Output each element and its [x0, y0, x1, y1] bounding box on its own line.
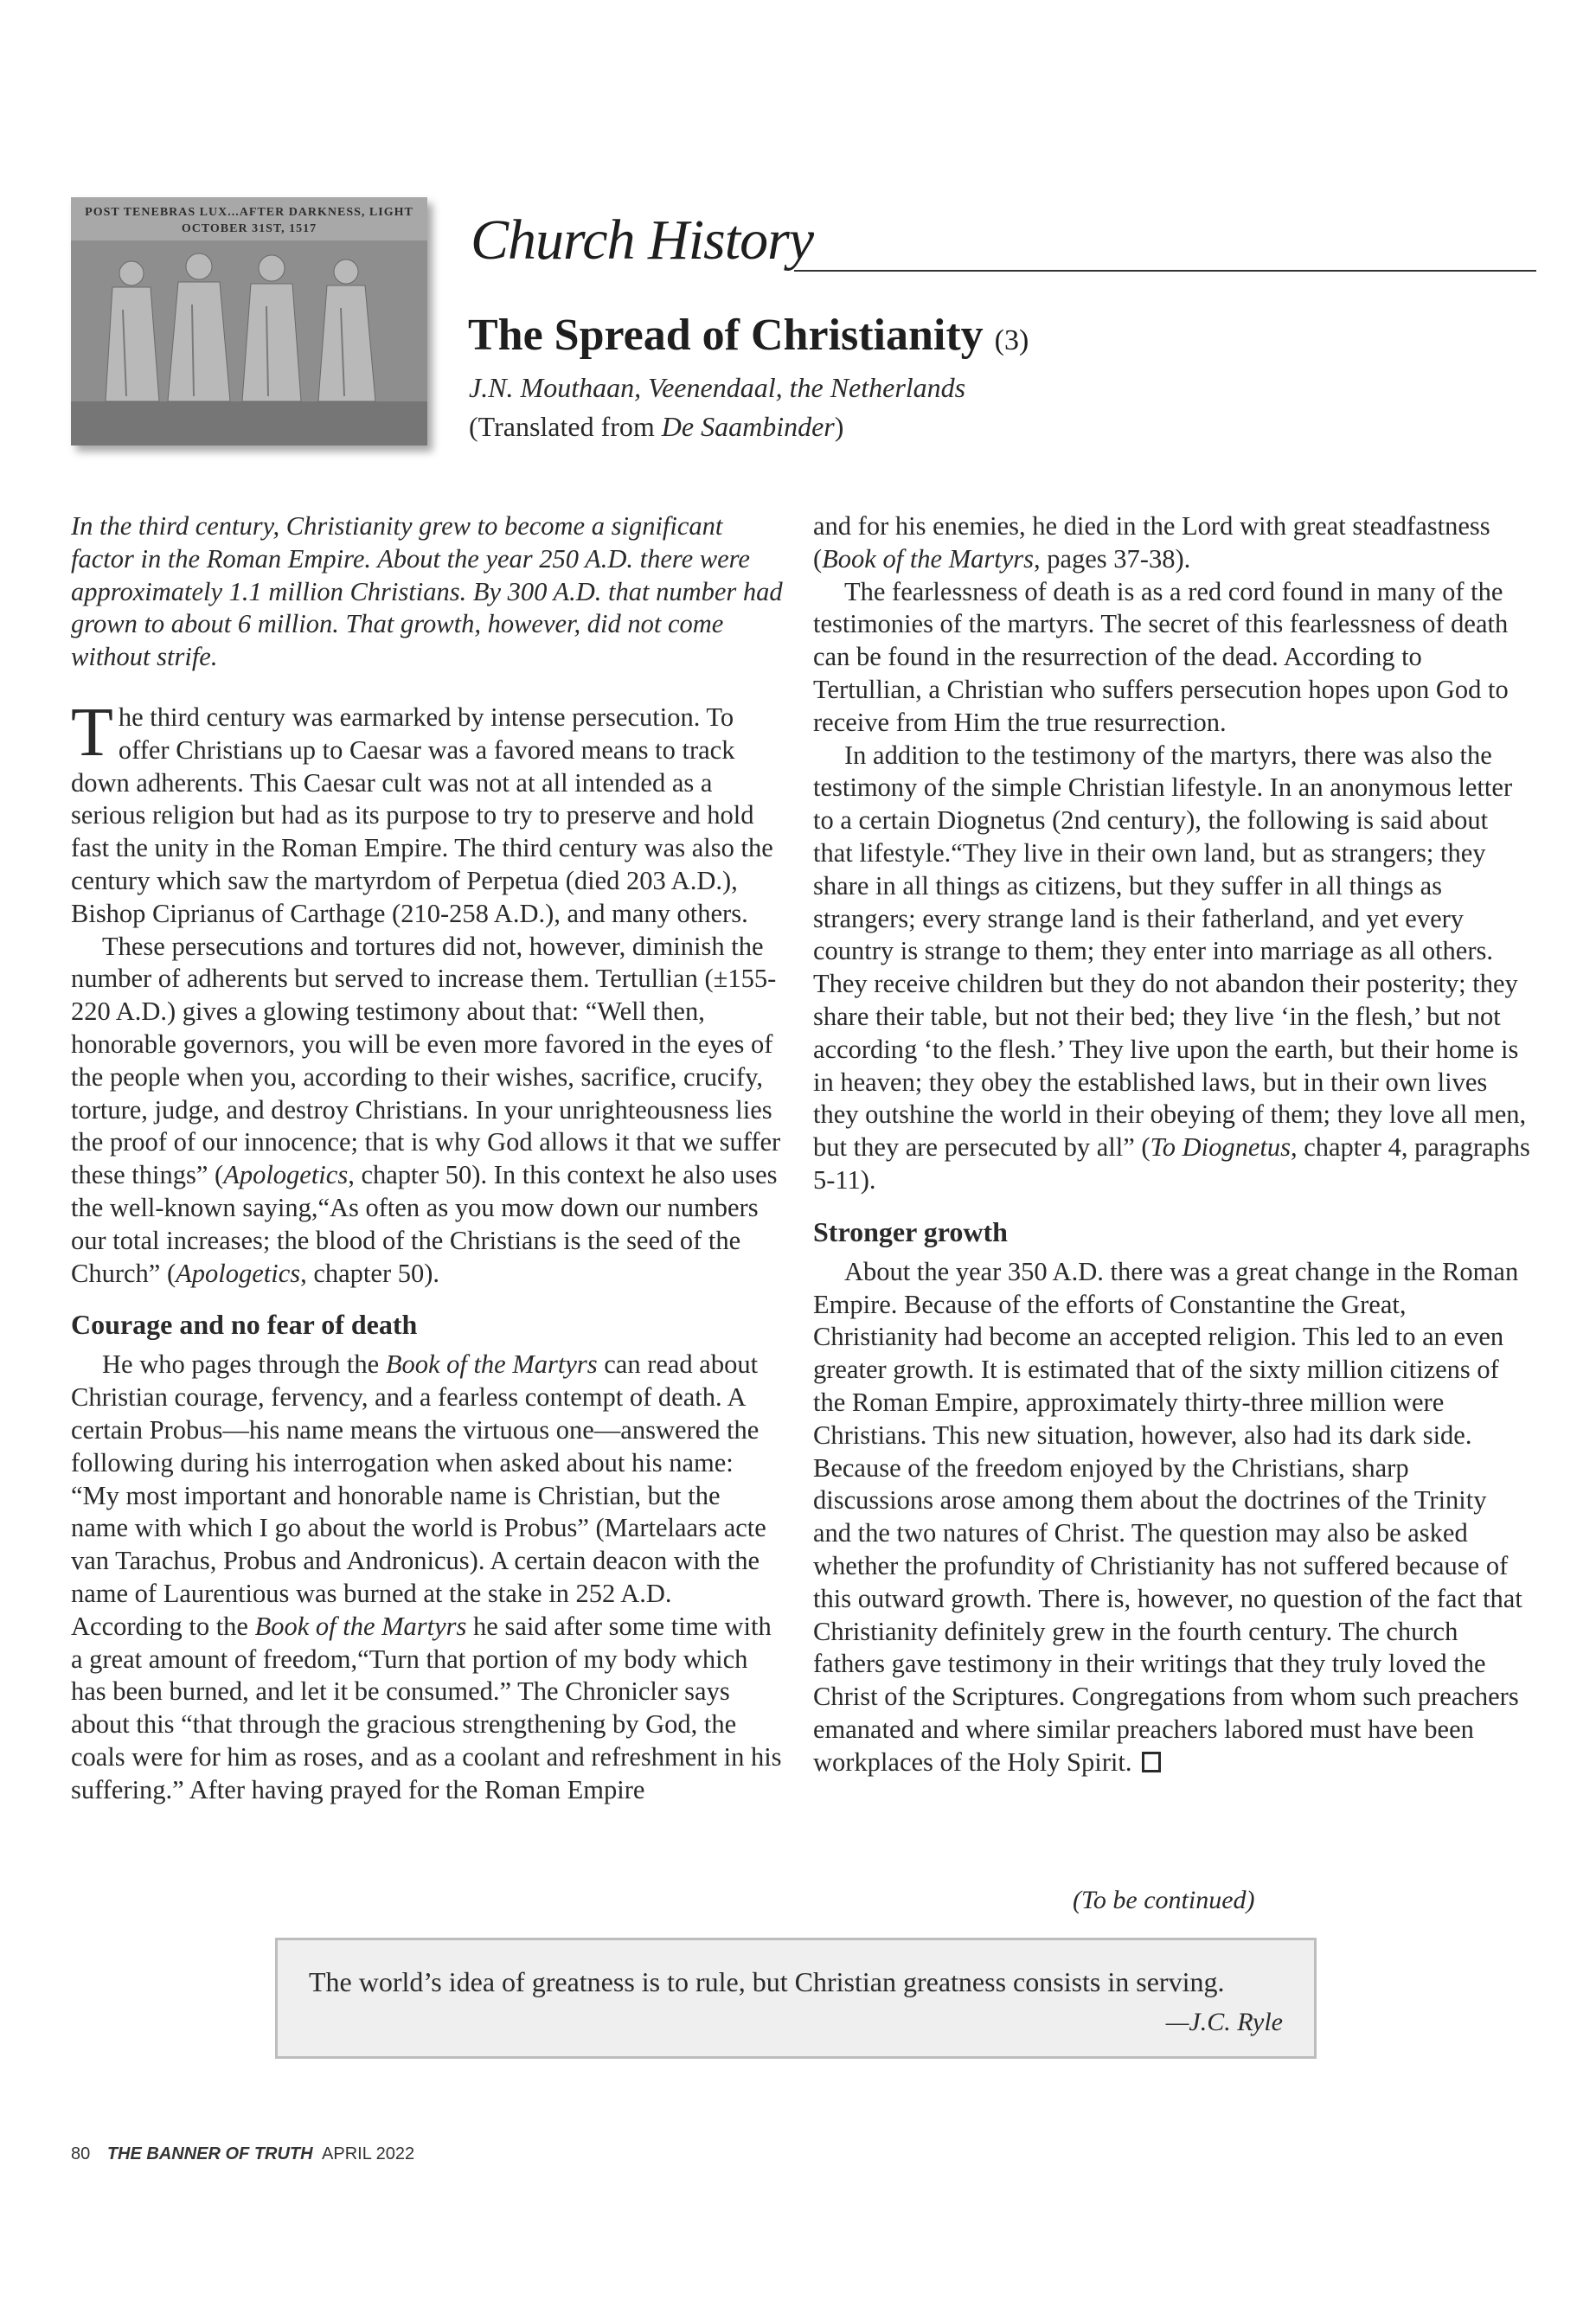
page-number: 80 [71, 2144, 91, 2163]
author-byline: J.N. Mouthaan, Veenendaal, the Netherlands [469, 372, 966, 403]
article-title [468, 307, 1029, 369]
left-column [71, 510, 784, 1806]
heading-stronger-growth: Stronger growth [813, 1215, 1008, 1247]
paragraph-growth [813, 1256, 1531, 1779]
paragraph-text: These persecutions and tortures did not, however, diminish the number of adherents but served to increase them. Tertullian (±155-220 A.D.) gives a glowing testimony about that: “Well then, honorable governors, you will be even more favored in the eyes of the people when you, according to their wishes, sacrifice, crucify, torture, judge, and destroy Christians. In your unrighteousness lies the proof of our innocence; that is why God allows it that we suffer these things” ( [71, 931, 781, 1190]
translation-prefix: (Translated from [469, 411, 662, 442]
to-be-continued: (To be continued) [1073, 1886, 1255, 1914]
paragraph-text: , chapter 50). [300, 1258, 440, 1288]
paragraph-fearlessness: The fearlessness of death is as a red cord found in many of the testimonies of the martyrs. The secret of this fearlessness of death can be found in the resurrection of the dead. According to Tertullian, a Christian who suffers persecution hopes upon God to receive from Him the true resurrection. [813, 576, 1509, 737]
section-title: Church History [471, 208, 814, 272]
issue-date: APRIL 2022 [322, 2144, 415, 2163]
paragraph-text: he third century was earmarked by intense persecution. To offer Christians up to Caesar was a favored means to track down adherents. This Caesar cult was not at all intended as a serious religion but had as its purpose to try to preserve and hold fast the unity in the Roman Empire. The third century was also the century which saw the martyrdom of Perpetua (died 203 A.D.), Bishop Ciprianus of Carthage (210-258 A.D.), and many others. [71, 702, 773, 928]
end-mark-icon [1142, 1752, 1161, 1772]
article-intro: In the third century, Christianity grew to become a significant factor in the Roman Empire. About the year 250 A.D. there were approximately 1.1 million Christians. By 300 A.D. that number had grown to about 6 million. That growth, however, did not come without strife. [71, 511, 783, 672]
article-title-text: The Spread of Christianity [468, 311, 984, 360]
citation: Book of the Martyrs [822, 543, 1034, 574]
reformation-wall-photo [71, 197, 427, 445]
paragraph-text: he said after some time with a great amount of freedom,“Turn that portion of my body which has been burned, and let it be consumed.” The Chronicler says about this “that through the gracious strengthening by God, the coals were for him as roses, and as a coolant and refreshment in his suffering.” After having prayed for the Roman Empire [71, 1611, 782, 1804]
right-column [813, 510, 1531, 1779]
paragraph-text: He who pages through the [102, 1349, 386, 1380]
paragraph-text: and for his enemies, he died in the Lord with great steadfastness ( [813, 511, 1490, 574]
publication-name: THE BANNER OF TRUTH [106, 2144, 313, 2163]
drop-cap: T [71, 694, 113, 771]
paragraph-martyrs [71, 1349, 784, 1806]
photo-inscription: POST TENEBRAS LUX...AFTER DARKNESS, LIGHT OCTOBER 31ST, 1517 [85, 206, 413, 235]
translation-suffix: ) [834, 411, 844, 442]
paragraph-text: , chapter 50). In this context he also uses the well-known saying,“As often as you mow down our numbers our total increases; the blood of the Christians is the seed of the Church” ( [71, 1160, 778, 1288]
page-footer [71, 2144, 414, 2164]
paragraph-text: can read about Christian courage, fervency, and a fearless contempt of death. A certain Probus—his name means the virtuous one—answered the following during his interrogation when asked about his name: “My most important and honorable name is Christian, but the name with which I go about the world is Probus” (Martelaars acte van Tarachus, Probus and Andronicus). A certain deacon with the name of Laurentious was burned at the stake in 252 A.D. According to the [71, 1349, 766, 1641]
citation: Book of the Martyrs [254, 1611, 467, 1641]
citation: To Diognetus [1150, 1132, 1291, 1163]
citation: Apologetics [176, 1258, 301, 1288]
paragraph-text: About the year 350 A.D. there was a great change in the Roman Empire. Because of the efforts of Constantine the Great, Christianity had become an accepted religion. This led to an even greater growth. It is estimated that of the sixty million citizens of the Roman Empire, approximately thirty-three million were Christians. This new situation, however, also had its dark side. Because of the freedom enjoyed by the Christians, sharp discussions arose among them about the doctrines of the Trinity and the two natures of Christ. The question may also be asked whether the profundity of Christianity has not suffered because of this outward growth. There is, however, no question of the fact that Christianity definitely grew in the fourth century. The church fathers gave testimony in their writings that they truly loved the Christ of the Scriptures. Congregations from whom such preachers emanated and where similar preachers labored must have been workplaces of the Holy Spirit. [813, 1256, 1522, 1777]
paragraph-tertullian [71, 931, 784, 1291]
paragraph-persecution [71, 694, 784, 931]
paragraph-text: , chapter 4, paragraphs 5-11). [813, 1132, 1530, 1195]
translation-note [469, 409, 843, 444]
paragraph-text: In addition to the testimony of the martyrs, there was also the testimony of the simple Christian lifestyle. In an anonymous letter to a certain Diognetus (2nd century), the following is said about that lifestyle.“They live in their own land, but as strangers; they share in all things as citizens, but they suffer in all things as strangers; every strange land is their fatherland, and yet every country is strange to them; they enter into marriage as all others. They receive children but they do not abandon their posterity; they share their table, but not their bed; they live ‘in the flesh,’ but not according ‘to the flesh.’ They live upon the earth, but their home is in heaven; they obey the established laws, but in their own lives they outshine the world in their obeying of them; they love all men, but they are persecuted by all” ( [813, 740, 1527, 1163]
paragraph-continuation [813, 510, 1531, 576]
citation: Book of the Martyrs [385, 1349, 598, 1380]
translation-source: De Saambinder [661, 411, 835, 442]
paragraph-text: , pages 37-38). [1033, 543, 1191, 574]
citation: Apologetics [223, 1160, 349, 1190]
section-title-rule [794, 270, 1536, 272]
heading-courage: Courage and no fear of death [71, 1309, 418, 1341]
quote-text: The world’s idea of greatness is to rule, but Christian greatness consists in serving. [309, 1966, 1225, 1997]
paragraph-diognetus [813, 740, 1531, 1197]
quote-box [275, 1938, 1317, 2059]
quote-author: —J.C. Ryle [1165, 2008, 1283, 2036]
article-part-number: (3) [994, 324, 1029, 356]
